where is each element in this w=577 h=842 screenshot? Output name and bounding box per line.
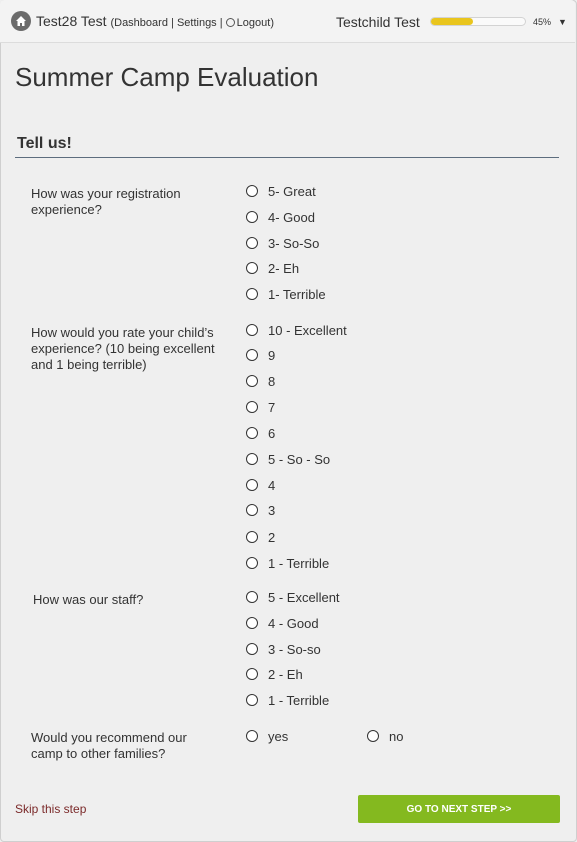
- option-label: 1- Terrible: [268, 286, 326, 302]
- option-label: 2: [268, 529, 276, 545]
- option-label: 3- So-So: [268, 235, 320, 251]
- user-name: [36, 13, 274, 29]
- next-step-button[interactable]: GO TO NEXT STEP >>: [358, 795, 560, 823]
- top-bar: [0, 0, 575, 43]
- logout-icon[interactable]: [226, 18, 235, 27]
- radio-option[interactable]: [246, 691, 329, 709]
- progress-bar: [430, 17, 526, 26]
- radio-button[interactable]: [246, 427, 258, 439]
- radio-button[interactable]: [246, 401, 258, 413]
- option-label: no: [389, 728, 404, 744]
- progress-fill: [431, 18, 473, 25]
- radio-option[interactable]: [246, 259, 299, 277]
- radio-button[interactable]: [246, 504, 258, 516]
- radio-button[interactable]: [367, 730, 379, 742]
- option-label: 4: [268, 477, 276, 493]
- question-child-experience: How would you rate your child’s experience? (10 being excellent and 1 being terrible): [31, 325, 215, 372]
- link-close-paren: ): [270, 17, 274, 29]
- option-label: yes: [268, 728, 289, 744]
- user-name-text: Test28 Test: [36, 13, 107, 29]
- progress-text: 45%: [533, 17, 552, 27]
- option-label: 10 - Excellent: [268, 322, 347, 338]
- radio-option[interactable]: [246, 321, 347, 339]
- radio-option[interactable]: [246, 588, 340, 606]
- option-label: 1 - Terrible: [268, 555, 330, 571]
- radio-option[interactable]: [246, 501, 275, 519]
- settings-link[interactable]: Settings: [176, 17, 217, 29]
- radio-button[interactable]: [246, 617, 258, 629]
- skip-step-link[interactable]: Skip this step: [15, 802, 87, 816]
- radio-button[interactable]: [246, 185, 258, 197]
- option-label: 2- Eh: [268, 260, 300, 276]
- radio-option[interactable]: [246, 285, 326, 303]
- section-divider: [15, 157, 559, 158]
- radio-button[interactable]: [246, 288, 258, 300]
- option-label: 4- Good: [268, 209, 315, 225]
- radio-button[interactable]: [246, 643, 258, 655]
- question-staff: How was our staff?: [33, 592, 144, 607]
- radio-option[interactable]: [246, 234, 319, 252]
- user-links: [110, 17, 274, 29]
- radio-button[interactable]: [246, 668, 258, 680]
- radio-option[interactable]: [246, 398, 275, 416]
- radio-option[interactable]: [246, 424, 275, 442]
- radio-button[interactable]: [246, 531, 258, 543]
- logout-link[interactable]: Logout: [236, 17, 271, 29]
- radio-option[interactable]: [246, 208, 315, 226]
- radio-option[interactable]: [246, 528, 275, 546]
- option-label: 5 - Excellent: [268, 589, 340, 605]
- question-recommend: Would you recommend our camp to other families?: [31, 730, 187, 761]
- child-name[interactable]: Testchild Test: [336, 14, 420, 30]
- radio-option[interactable]: [246, 182, 316, 200]
- radio-button[interactable]: [246, 730, 258, 742]
- radio-option[interactable]: [246, 346, 275, 364]
- option-label: 3: [268, 502, 276, 518]
- option-label: 5 - So - So: [268, 451, 331, 467]
- radio-option[interactable]: [246, 372, 275, 390]
- radio-button[interactable]: [246, 237, 258, 249]
- caret-down-icon[interactable]: ▼: [558, 17, 567, 27]
- radio-button[interactable]: [246, 349, 258, 361]
- option-label: 4 - Good: [268, 615, 319, 631]
- radio-option[interactable]: [246, 665, 303, 683]
- radio-option-no[interactable]: [367, 727, 403, 745]
- radio-button[interactable]: [246, 262, 258, 274]
- option-label: 3 - So-so: [268, 641, 321, 657]
- separator: |: [216, 17, 226, 29]
- radio-button[interactable]: [246, 324, 258, 336]
- question-registration: How was your registration experience?: [31, 186, 181, 217]
- radio-button[interactable]: [246, 211, 258, 223]
- option-label: 1 - Terrible: [268, 692, 330, 708]
- radio-button[interactable]: [246, 591, 258, 603]
- page-title: Summer Camp Evaluation: [15, 62, 319, 92]
- radio-option[interactable]: [246, 640, 321, 658]
- dashboard-link[interactable]: Dashboard: [114, 17, 168, 29]
- radio-button[interactable]: [246, 557, 258, 569]
- option-label: 7: [268, 399, 276, 415]
- radio-button[interactable]: [246, 479, 258, 491]
- radio-option[interactable]: [246, 476, 275, 494]
- radio-button[interactable]: [246, 375, 258, 387]
- radio-option[interactable]: [246, 554, 329, 572]
- separator: |: [167, 17, 177, 29]
- option-label: 2 - Eh: [268, 666, 303, 682]
- radio-button[interactable]: [246, 694, 258, 706]
- radio-option[interactable]: [246, 614, 319, 632]
- home-icon[interactable]: [11, 11, 31, 31]
- section-title: Tell us!: [17, 135, 72, 152]
- option-label: 8: [268, 373, 276, 389]
- radio-option[interactable]: [246, 450, 330, 468]
- radio-button[interactable]: [246, 453, 258, 465]
- link-open-paren: (: [110, 17, 115, 29]
- option-label: 9: [268, 347, 276, 363]
- option-label: 6: [268, 425, 276, 441]
- radio-option-yes[interactable]: [246, 727, 288, 745]
- option-label: 5- Great: [268, 183, 316, 199]
